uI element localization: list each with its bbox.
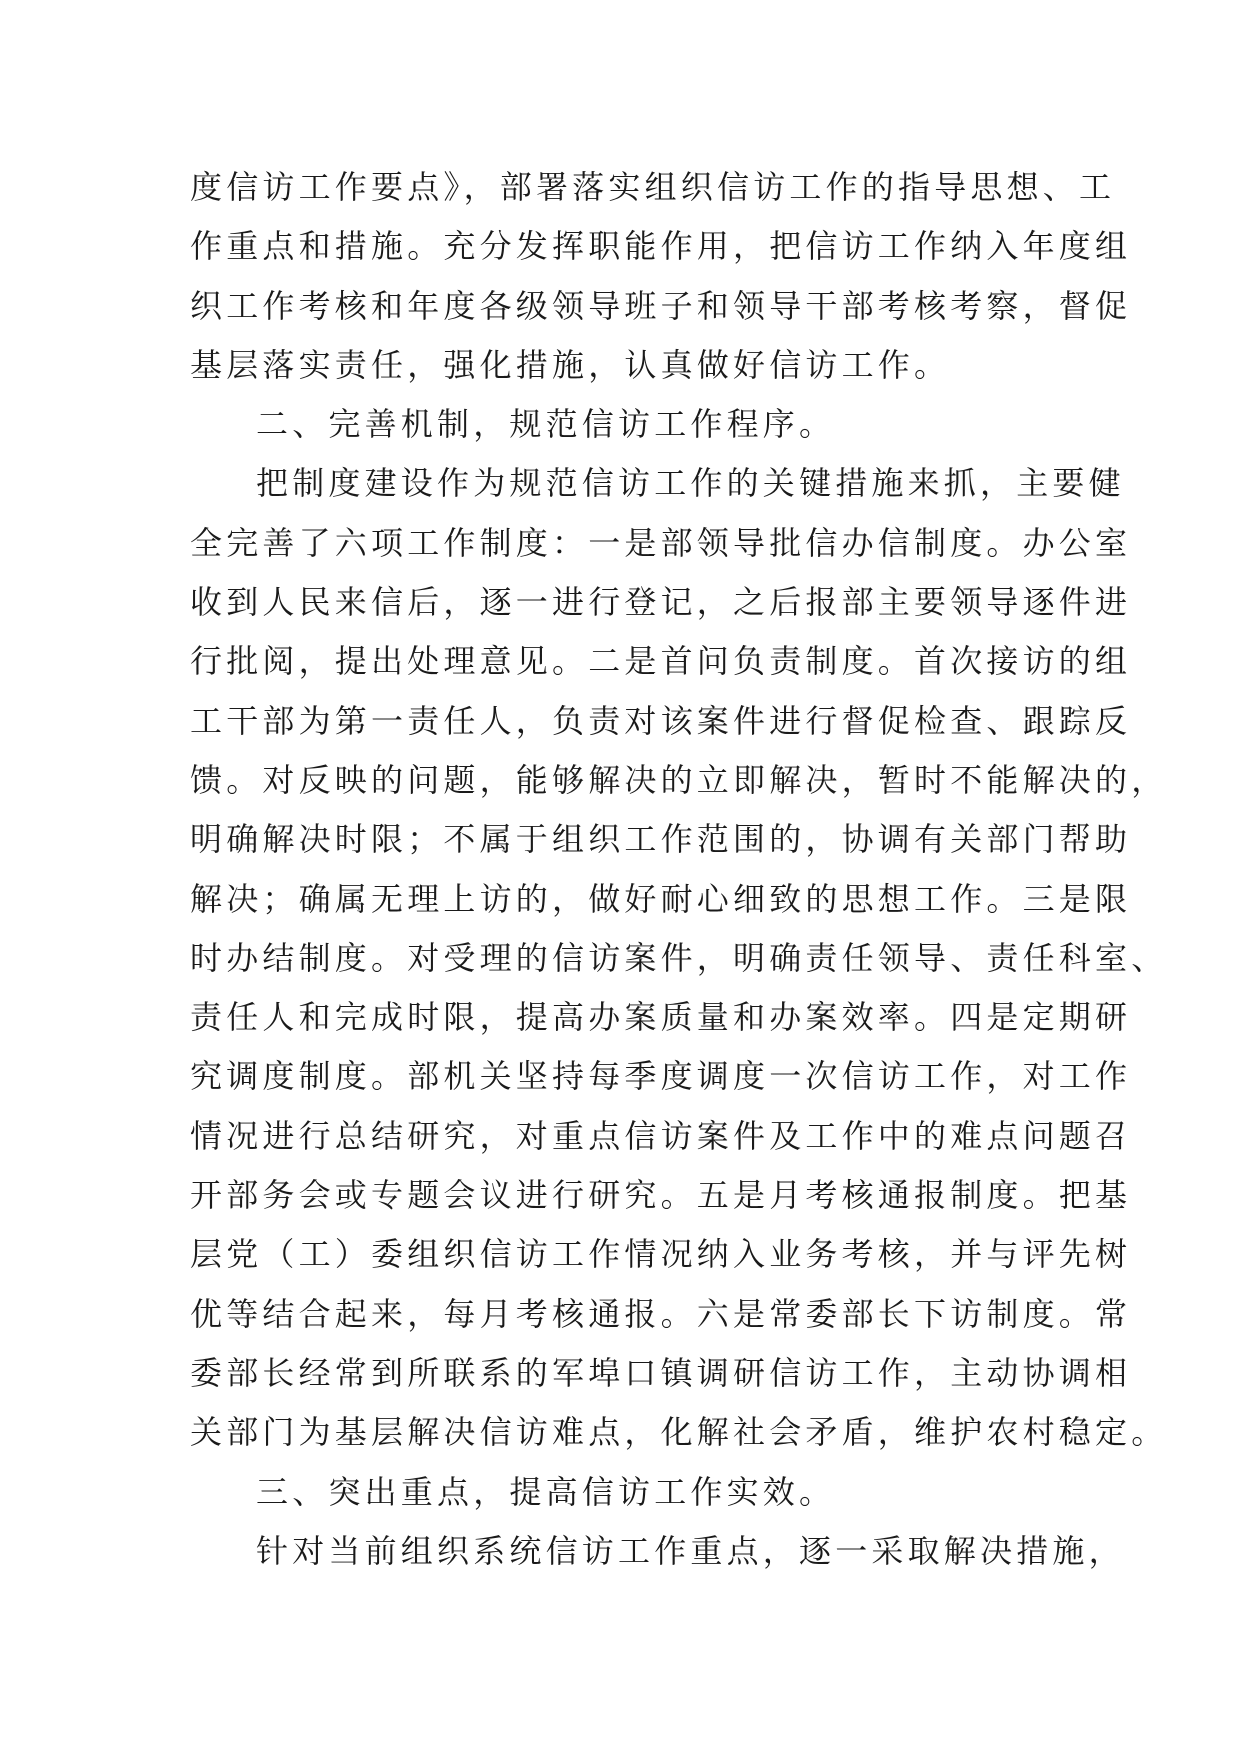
text-line: 开部务会或专题会议进行研究。五是月考核通报制度。把基	[190, 1176, 1132, 1215]
text-line: 关部门为基层解决信访难点，化解社会矛盾，维护农村稳定。	[190, 1413, 1168, 1452]
text-line: 把制度建设作为规范信访工作的关键措施来抓，主要健	[256, 464, 1125, 503]
text-line: 作重点和措施。充分发挥职能作用，把信访工作纳入年度组	[190, 227, 1132, 266]
document-body	[190, 158, 1168, 1581]
text-line: 收到人民来信后，逐一进行登记，之后报部主要领导逐件进	[190, 583, 1132, 622]
text-line: 明确解决时限；不属于组织工作范围的，协调有关部门帮助	[190, 820, 1132, 859]
text-line: 馈。对反映的问题，能够解决的立即解决，暂时不能解决的，	[190, 760, 1168, 799]
text-line: 基层落实责任，强化措施，认真做好信访工作。	[190, 345, 951, 384]
text-line: 行批阅，提出处理意见。二是首问负责制度。首次接访的组	[190, 642, 1132, 681]
text-line: 责任人和完成时限，提高办案质量和办案效率。四是定期研	[190, 998, 1132, 1037]
text-line: 层党（工）委组织信访工作情况纳入业务考核，并与评先树	[190, 1235, 1132, 1274]
text-line: 工干部为第一责任人，负责对该案件进行督促检查、跟踪反	[190, 701, 1132, 740]
text-line: 全完善了六项工作制度：一是部领导批信办信制度。办公室	[190, 523, 1132, 562]
text-line: 情况进行总结研究，对重点信访案件及工作中的难点问题召	[190, 1116, 1132, 1155]
section-heading: 二、完善机制，规范信访工作程序。	[256, 405, 836, 444]
text-line: 优等结合起来，每月考核通报。六是常委部长下访制度。常	[190, 1294, 1132, 1333]
text-line: 究调度制度。部机关坚持每季度调度一次信访工作，对工作	[190, 1057, 1132, 1096]
section-heading: 三、突出重点，提高信访工作实效。	[256, 1472, 836, 1511]
text-line: 针对当前组织系统信访工作重点，逐一采取解决措施，	[256, 1531, 1125, 1570]
text-line: 度信访工作要点》，部署落实组织信访工作的指导思想、工	[190, 168, 1116, 206]
text-line: 解决；确属无理上访的，做好耐心细致的思想工作。三是限	[190, 879, 1132, 918]
text-line: 织工作考核和年度各级领导班子和领导干部考核考察，督促	[190, 286, 1132, 325]
text-line: 时办结制度。对受理的信访案件，明确责任领导、责任科室、	[190, 938, 1168, 977]
text-line: 委部长经常到所联系的军埠口镇调研信访工作，主动协调相	[190, 1353, 1132, 1392]
